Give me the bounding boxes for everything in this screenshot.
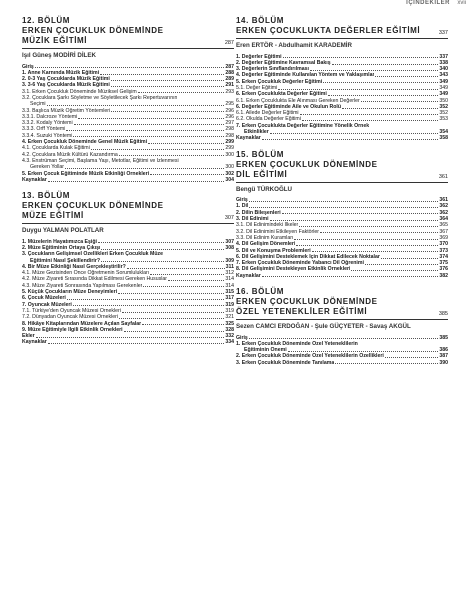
toc-entry-page: 311: [225, 263, 234, 270]
toc-entry: [236, 135, 448, 141]
dot-leader: [74, 124, 225, 125]
toc-entry-page: 354: [439, 129, 448, 136]
toc-entry-page: 364: [439, 216, 448, 223]
toc-entry-label: 8. Hikâye Kitaplarından Müzelere Açılan Sayfalar: [22, 320, 142, 327]
chapter-title-block: [236, 160, 448, 183]
toc-entry-label: 4.3. Enstrüman Seçimi, Başlama Yaşı, Metotlar, Eğitimi ve İzlenmesi: [22, 157, 179, 164]
toc-entry-page: 373: [439, 247, 448, 254]
toc-entry-page: 343: [439, 72, 448, 79]
toc-entry-label: 6. Çocuk Müzeleri: [22, 295, 66, 302]
dot-leader: [118, 293, 224, 294]
toc-entry-label: 4.2. Çocuklara Müzik Kültürü Kazandırma: [22, 151, 118, 158]
toc-entry-page: 369: [439, 234, 448, 241]
dot-leader: [282, 213, 439, 214]
dot-leader: [320, 232, 438, 233]
toc-entry-page: 312: [225, 270, 234, 277]
toc-entry-label: 3.1. Erken Çocukluk Döneminde Müziksel Gelişim: [22, 88, 137, 95]
toc-entry-label: 6. Erken Çocuklukta Değerler Eğitimi: [236, 91, 327, 98]
dot-leader: [101, 261, 224, 262]
toc-entry-page: 367: [439, 228, 448, 235]
toc-entry-page: 314: [225, 276, 234, 283]
dot-leader: [361, 101, 439, 102]
chapter-number: 14. BÖLÜM: [236, 16, 285, 25]
toc-entry-label: Giriş: [22, 63, 34, 70]
dot-leader: [47, 105, 225, 106]
toc-entry-page: 321: [225, 314, 234, 321]
toc-entry-page: 362: [439, 209, 448, 216]
toc-entry-page: 338: [439, 59, 448, 66]
toc-entry-label: 3.1. Dil Edinimindeki İlkeler: [236, 222, 299, 229]
toc-entry-label: 2. 0-3 Yaş Çocuklarda Müzik Eğitimi: [22, 76, 110, 83]
dot-leader: [66, 130, 224, 131]
toc-entry-label: 4.1. Çocuklarda Kulak Eğitimi: [22, 145, 90, 152]
toc-entry-page: 298: [225, 132, 234, 139]
toc-entry-page: 382: [439, 272, 448, 279]
dot-leader: [143, 286, 224, 287]
toc-entry-label: 7.2. Dünyadan Oyuncak Müzesi Örnekleri: [22, 314, 119, 321]
toc-entry-label: 5. Dil ve Konuşma Problemleri: [236, 247, 311, 254]
toc-entry-page: 295: [225, 101, 234, 108]
toc-entry-label: 6.1. Ailede Değerler Eğitimi: [236, 110, 299, 117]
toc-entry-label-cont: Etkinlikler: [244, 129, 269, 136]
toc-entry-label: 2. Erken Çocukluk Döneminde Özel Yeteneklilerin Özellikleri: [236, 353, 384, 360]
toc-entry-label: 1. Dil: [236, 203, 249, 210]
toc-entry-label: Giriş: [236, 334, 248, 341]
toc-entry-page: 332: [225, 333, 234, 340]
toc-entry-page: 349: [439, 78, 448, 85]
chapter-title-line: DİL EĞİTİMİ: [236, 169, 288, 179]
chapter-authors: Sezen CAMCI ERDOĞAN - Şule GÜÇYETER - Savaş AKGÜL: [236, 323, 411, 331]
dot-leader: [342, 108, 438, 109]
dot-leader: [142, 324, 224, 325]
toc-entry-label: 5.1. Değer Eğitimi: [236, 84, 278, 91]
dot-leader: [65, 168, 224, 169]
toc-entry-page: 319: [225, 301, 234, 308]
chapter-title-line: MÜZE EĞİTİMİ: [22, 211, 84, 221]
dot-leader: [111, 86, 225, 87]
toc-entry-label: 2. Müze Eğitiminin Ortaya Çıkışı: [22, 244, 101, 251]
toc-entry-label: 4.2. Müze Ziyareti Sırasında Dikkat Edilmesi Gereken Hususlar: [22, 276, 168, 283]
toc-entry-page: 362: [439, 203, 448, 210]
toc-entry-label: 7.1. Türkiye'den Oyuncak Müzesi Örnekleri: [22, 307, 121, 314]
dot-leader: [48, 343, 225, 344]
dot-leader: [119, 155, 225, 156]
toc-entry-page: 299: [225, 145, 234, 152]
dot-leader: [91, 149, 225, 150]
chapter-authors: Işıl Güneş MODİRİ DİLEK: [22, 52, 96, 59]
toc-entry-page: 302: [225, 170, 234, 177]
toc-entry-page: 297: [225, 120, 234, 127]
chapter-title-block: [236, 297, 448, 320]
toc-entry: [236, 360, 448, 366]
dot-leader: [312, 251, 439, 252]
toc-entry-page: 352: [439, 103, 448, 110]
dot-leader: [335, 363, 438, 364]
running-head-title: İÇİNDEKİLER: [406, 0, 450, 6]
chapter-title-block: [22, 26, 234, 49]
dot-leader: [270, 220, 439, 221]
dot-leader: [111, 111, 224, 112]
toc-entry-label: 6.2. Okulda Değerler Eğitimi: [236, 116, 301, 123]
toc-entry-label: Kaynaklar: [22, 339, 47, 346]
dot-leader: [124, 331, 225, 332]
toc-entry-label: 1. Değerler Eğitimi: [236, 53, 282, 60]
dot-leader: [296, 245, 438, 246]
dot-leader: [351, 270, 438, 271]
toc-entry-page: 374: [439, 253, 448, 260]
dot-leader: [262, 139, 439, 140]
toc-entry-page: 361: [439, 197, 448, 204]
chapter-section: [22, 16, 234, 183]
dot-leader: [300, 114, 439, 115]
toc-entry-label: 7. Erken Çocukluk Döneminde Yabancı Dil Öğrenimi: [236, 260, 364, 267]
dot-leader: [381, 258, 438, 259]
toc-entry-label: Kaynaklar: [22, 176, 47, 183]
toc-entry-label: 3.3. Başlıca Müzik Öğretim Yöntemleri: [22, 107, 111, 114]
toc-entry-label: 9. Müze Eğitimiyle İlgili Etkinlik Örnekleri: [22, 326, 123, 333]
chapter-title-line: MÜZİK EĞİTİMİ: [22, 36, 88, 45]
dot-leader: [148, 143, 224, 144]
chapter-title-page: 287: [224, 40, 234, 46]
toc-entry-page: 291: [225, 82, 234, 89]
dot-leader: [119, 318, 224, 319]
toc-entry-label: 3.2. Dil Edinimini Etkileyen Faktörler: [236, 228, 320, 235]
chapter-title-line: ERKEN ÇOCUKLUKTA DEĞERLER EĞİTİMİ: [236, 26, 421, 35]
toc-entry-page: 387: [439, 353, 448, 360]
dot-leader: [36, 337, 225, 338]
toc-entry-page: 296: [225, 107, 234, 114]
dot-leader: [150, 174, 224, 175]
dot-leader: [100, 74, 224, 75]
toc-entry-label: 4. Dil Gelişim Dönemleri: [236, 241, 296, 248]
toc-entry-label: 1. Erken Çocukluk Döneminde Özel Yeteneklilerin: [236, 340, 358, 347]
toc-entry-label: 4. Değerler Eğitiminde Kullanılan Yöntem ve Yaklaşımlar: [236, 72, 375, 79]
toc-entry-label: 3. Dil Edinimi: [236, 216, 269, 223]
toc-entry-label: 3.3. Dil Edinim Kuramları: [236, 234, 294, 241]
dot-leader: [168, 280, 224, 281]
toc-entry-label: 3.3.4. Suzuki Yöntemi: [22, 132, 73, 139]
toc-entry-label: 7. Erken Çocuklukta Değerler Eğitimine Yönelik Örnek: [236, 122, 370, 129]
toc-right-column: [236, 16, 448, 374]
dot-leader: [73, 305, 224, 306]
toc-entry-label: Kaynaklar: [236, 135, 261, 142]
toc-entry-label: 1. Anne Karnında Müzik Eğitimi: [22, 69, 100, 76]
toc-entry-page: 317: [225, 295, 234, 302]
toc-entry-label: Ekler: [22, 333, 35, 340]
toc-entry-page: 358: [439, 135, 448, 142]
chapter-section: [236, 287, 448, 366]
toc-entry-label: 5. Küçük Çocukların Müze Deneyimleri: [22, 289, 118, 296]
toc-entry-page: 386: [439, 347, 448, 354]
chapter-title-line: ERKEN ÇOCUKLUK DÖNEMİNDE: [22, 201, 164, 211]
chapter-title-line: ERKEN ÇOCUKLUK DÖNEMİNDE: [22, 26, 164, 35]
toc-entry-label: Giriş: [236, 197, 248, 204]
toc-entry-label: 4. Bir Müze Etkinliği Nasıl Gerçekleştirilir?: [22, 263, 126, 270]
chapter-title-line: ÖZEL YETENEKLİLER EĞİTİMİ: [236, 307, 368, 317]
toc-entry-page: 309: [225, 257, 234, 264]
chapter-number: 12. BÖLÜM: [22, 16, 71, 25]
dot-leader: [294, 239, 438, 240]
toc-entry-label: 1. Müzelerin Hayatımızca Eşiği: [22, 238, 97, 245]
toc-entry-page: 350: [439, 97, 448, 104]
chapter-title-line: ERKEN ÇOCUKLUK DÖNEMİNDE: [236, 297, 378, 307]
toc-entry-page: 289: [225, 76, 234, 83]
chapter-title-page: 361: [438, 173, 448, 180]
toc-entry-page: 287: [225, 63, 234, 70]
toc-entry-page: 328: [225, 326, 234, 333]
running-head-page: xvii: [457, 0, 466, 6]
dot-leader: [283, 57, 439, 58]
dot-leader: [138, 92, 225, 93]
toc-entry: [22, 177, 234, 183]
dot-leader: [78, 118, 224, 119]
dot-leader: [262, 276, 439, 277]
toc-entry-label-cont: Eğitimini Nasıl Şekillendirir?: [30, 257, 101, 264]
toc-entry-page: 300: [225, 151, 234, 158]
toc-entry-page: 315: [225, 289, 234, 296]
toc-entry-label: 8. Dil Gelişimini Destekleyen Etkinlik Örnekleri: [236, 266, 351, 273]
chapter-authors: Bengü TÜRKOĞLU: [236, 185, 293, 193]
toc-entry: [22, 339, 234, 345]
dot-leader: [101, 249, 224, 250]
running-head: [0, 0, 468, 9]
toc-entry-page: 385: [439, 334, 448, 341]
toc-entry-page: 334: [225, 339, 234, 346]
toc-entry-label: Kaynaklar: [236, 272, 261, 279]
toc-entry-page: 340: [439, 66, 448, 73]
toc-entry-page: 296: [225, 113, 234, 120]
toc-entry-page: 353: [439, 116, 448, 123]
toc-entry-page: 349: [439, 84, 448, 91]
dot-leader: [365, 264, 438, 265]
toc-entry-page: 293: [225, 88, 234, 95]
toc-entry-label: 2. Değerler Eğitimine Kavramsal Bakış: [236, 59, 331, 66]
chapter-number: 15. BÖLÜM: [236, 149, 285, 159]
chapter-section: [236, 150, 448, 279]
toc-entry-label-cont: Eğitiminin Önemi: [244, 347, 287, 354]
dot-leader: [249, 201, 439, 202]
chapter-authors: Eren ERTÖR - Abdulhamit KARADEMİR: [236, 42, 352, 49]
toc-entry-page: 352: [439, 110, 448, 117]
toc-entry: [236, 273, 448, 279]
dot-leader: [385, 357, 439, 358]
toc-entry-page: 337: [439, 53, 448, 60]
dot-leader: [35, 67, 225, 68]
toc-entry-page: 314: [225, 282, 234, 289]
chapter-authors: Duygu YALMAN POLATLAR: [22, 227, 104, 235]
toc-entry-page: 304: [225, 176, 234, 183]
toc-entry-label: 3. Erken Çocukluk Döneminde Tanılama: [236, 359, 335, 366]
chapter-title-page: 385: [438, 311, 448, 318]
toc-entry-label-cont: Gereken Yollar: [30, 164, 65, 171]
chapter-title-page: 337: [438, 30, 448, 36]
dot-leader: [375, 76, 438, 77]
toc-entry-label: 5. Erken Çocukluk Değerler Eğitimi: [236, 78, 323, 85]
toc-entry-page: 325: [225, 320, 234, 327]
dot-leader: [48, 181, 225, 182]
toc-entry-label: 4. Erken Çocukluk Döneminde Genel Müzik Eğitimi: [22, 139, 148, 146]
toc-entry-label: 7. Oyuncak Müzeleri: [22, 301, 72, 308]
dot-leader: [127, 268, 225, 269]
toc-entry-label: 3. Çocukların Gelişimsel Özellikleri Erken Çocukluk Müze: [22, 251, 163, 258]
toc-entry-page: 375: [439, 260, 448, 267]
toc-entry-page: 298: [225, 126, 234, 133]
dot-leader: [302, 120, 438, 121]
dot-leader: [249, 338, 439, 339]
chapter-title-block: [236, 26, 448, 39]
toc-entry-page: 299: [225, 139, 234, 146]
toc-entry-label: 3.3.2. Kodaly Yöntemi: [22, 120, 73, 127]
toc-entry-page: 349: [439, 91, 448, 98]
toc-entry-page: 308: [225, 244, 234, 251]
dot-leader: [67, 299, 225, 300]
toc-entry-page: 370: [439, 241, 448, 248]
toc-entry-page: 319: [225, 307, 234, 314]
dot-leader: [270, 133, 439, 134]
dot-leader: [332, 64, 439, 65]
dot-leader: [323, 82, 438, 83]
toc-entry-label: 3. 3-6 Yaş Çocuklarda Müzik Eğitimi: [22, 82, 110, 89]
chapter-section: [236, 16, 448, 142]
dot-leader: [73, 136, 224, 137]
toc-entry-label: 6. Değerler Eğitiminde Aile ve Okulun Rolü: [236, 103, 342, 110]
toc-entry-label: 4.3. Müze Ziyareti Sonrasında Yapılması Gerekenler: [22, 282, 143, 289]
dot-leader: [299, 226, 438, 227]
dot-leader: [150, 274, 224, 275]
toc-entry-label-cont: Seçimi: [30, 101, 46, 108]
toc-entry-label: 3.2. Çocuklara Şarkı Söyletme ve Söyletilecek Şarkı Repertuvarının: [22, 94, 178, 101]
chapter-number: 13. BÖLÜM: [22, 191, 71, 201]
toc-entry-label: 3.3.1. Dalcroze Yöntemi: [22, 113, 78, 120]
toc-entry-page: 307: [225, 238, 234, 245]
dot-leader: [278, 89, 438, 90]
toc-entry-label: 5. Erken Çocuk Eğitiminde Müzik Etkinliği Örnekleri: [22, 170, 150, 177]
dot-leader: [111, 80, 225, 81]
toc-entry-label: 6.1. Erken Çocuklukta Ele Alınması Gereken Değerler: [236, 97, 360, 104]
toc-entry-page: 365: [439, 222, 448, 229]
chapter-number: 16. BÖLÜM: [236, 287, 285, 297]
dot-leader: [310, 70, 438, 71]
dot-leader: [288, 351, 439, 352]
chapter-section: [22, 191, 234, 346]
toc-entry-page: 390: [439, 359, 448, 366]
chapter-title-line: ERKEN ÇOCUKLUK DÖNEMİNDE: [236, 159, 378, 169]
dot-leader: [122, 312, 224, 313]
chapter-title-block: [22, 201, 234, 224]
toc-entry-page: 376: [439, 266, 448, 273]
toc-entry-page: 300: [225, 164, 234, 171]
toc-entry-page: 288: [225, 69, 234, 76]
dot-leader: [249, 207, 438, 208]
chapter-title-page: 307: [224, 215, 234, 222]
toc-entry-label: 2. Dilin Bileşenleri: [236, 209, 281, 216]
toc-entry-label: 3. Değerlerin Sınıflandırılması: [236, 66, 309, 73]
toc-entry-label: 4.1. Müze Gezisinden Önce Öğretmenin Sorumlulukları: [22, 270, 150, 277]
toc-entry-label: 3.3.3. Orff Yöntemi: [22, 126, 66, 133]
dot-leader: [98, 242, 224, 243]
toc-left-column: [22, 16, 234, 354]
dot-leader: [328, 95, 439, 96]
toc-entry-label: 6. Dil Gelişimini Desteklemek İçin Dikkat Edilecek Noktalar: [236, 253, 380, 260]
